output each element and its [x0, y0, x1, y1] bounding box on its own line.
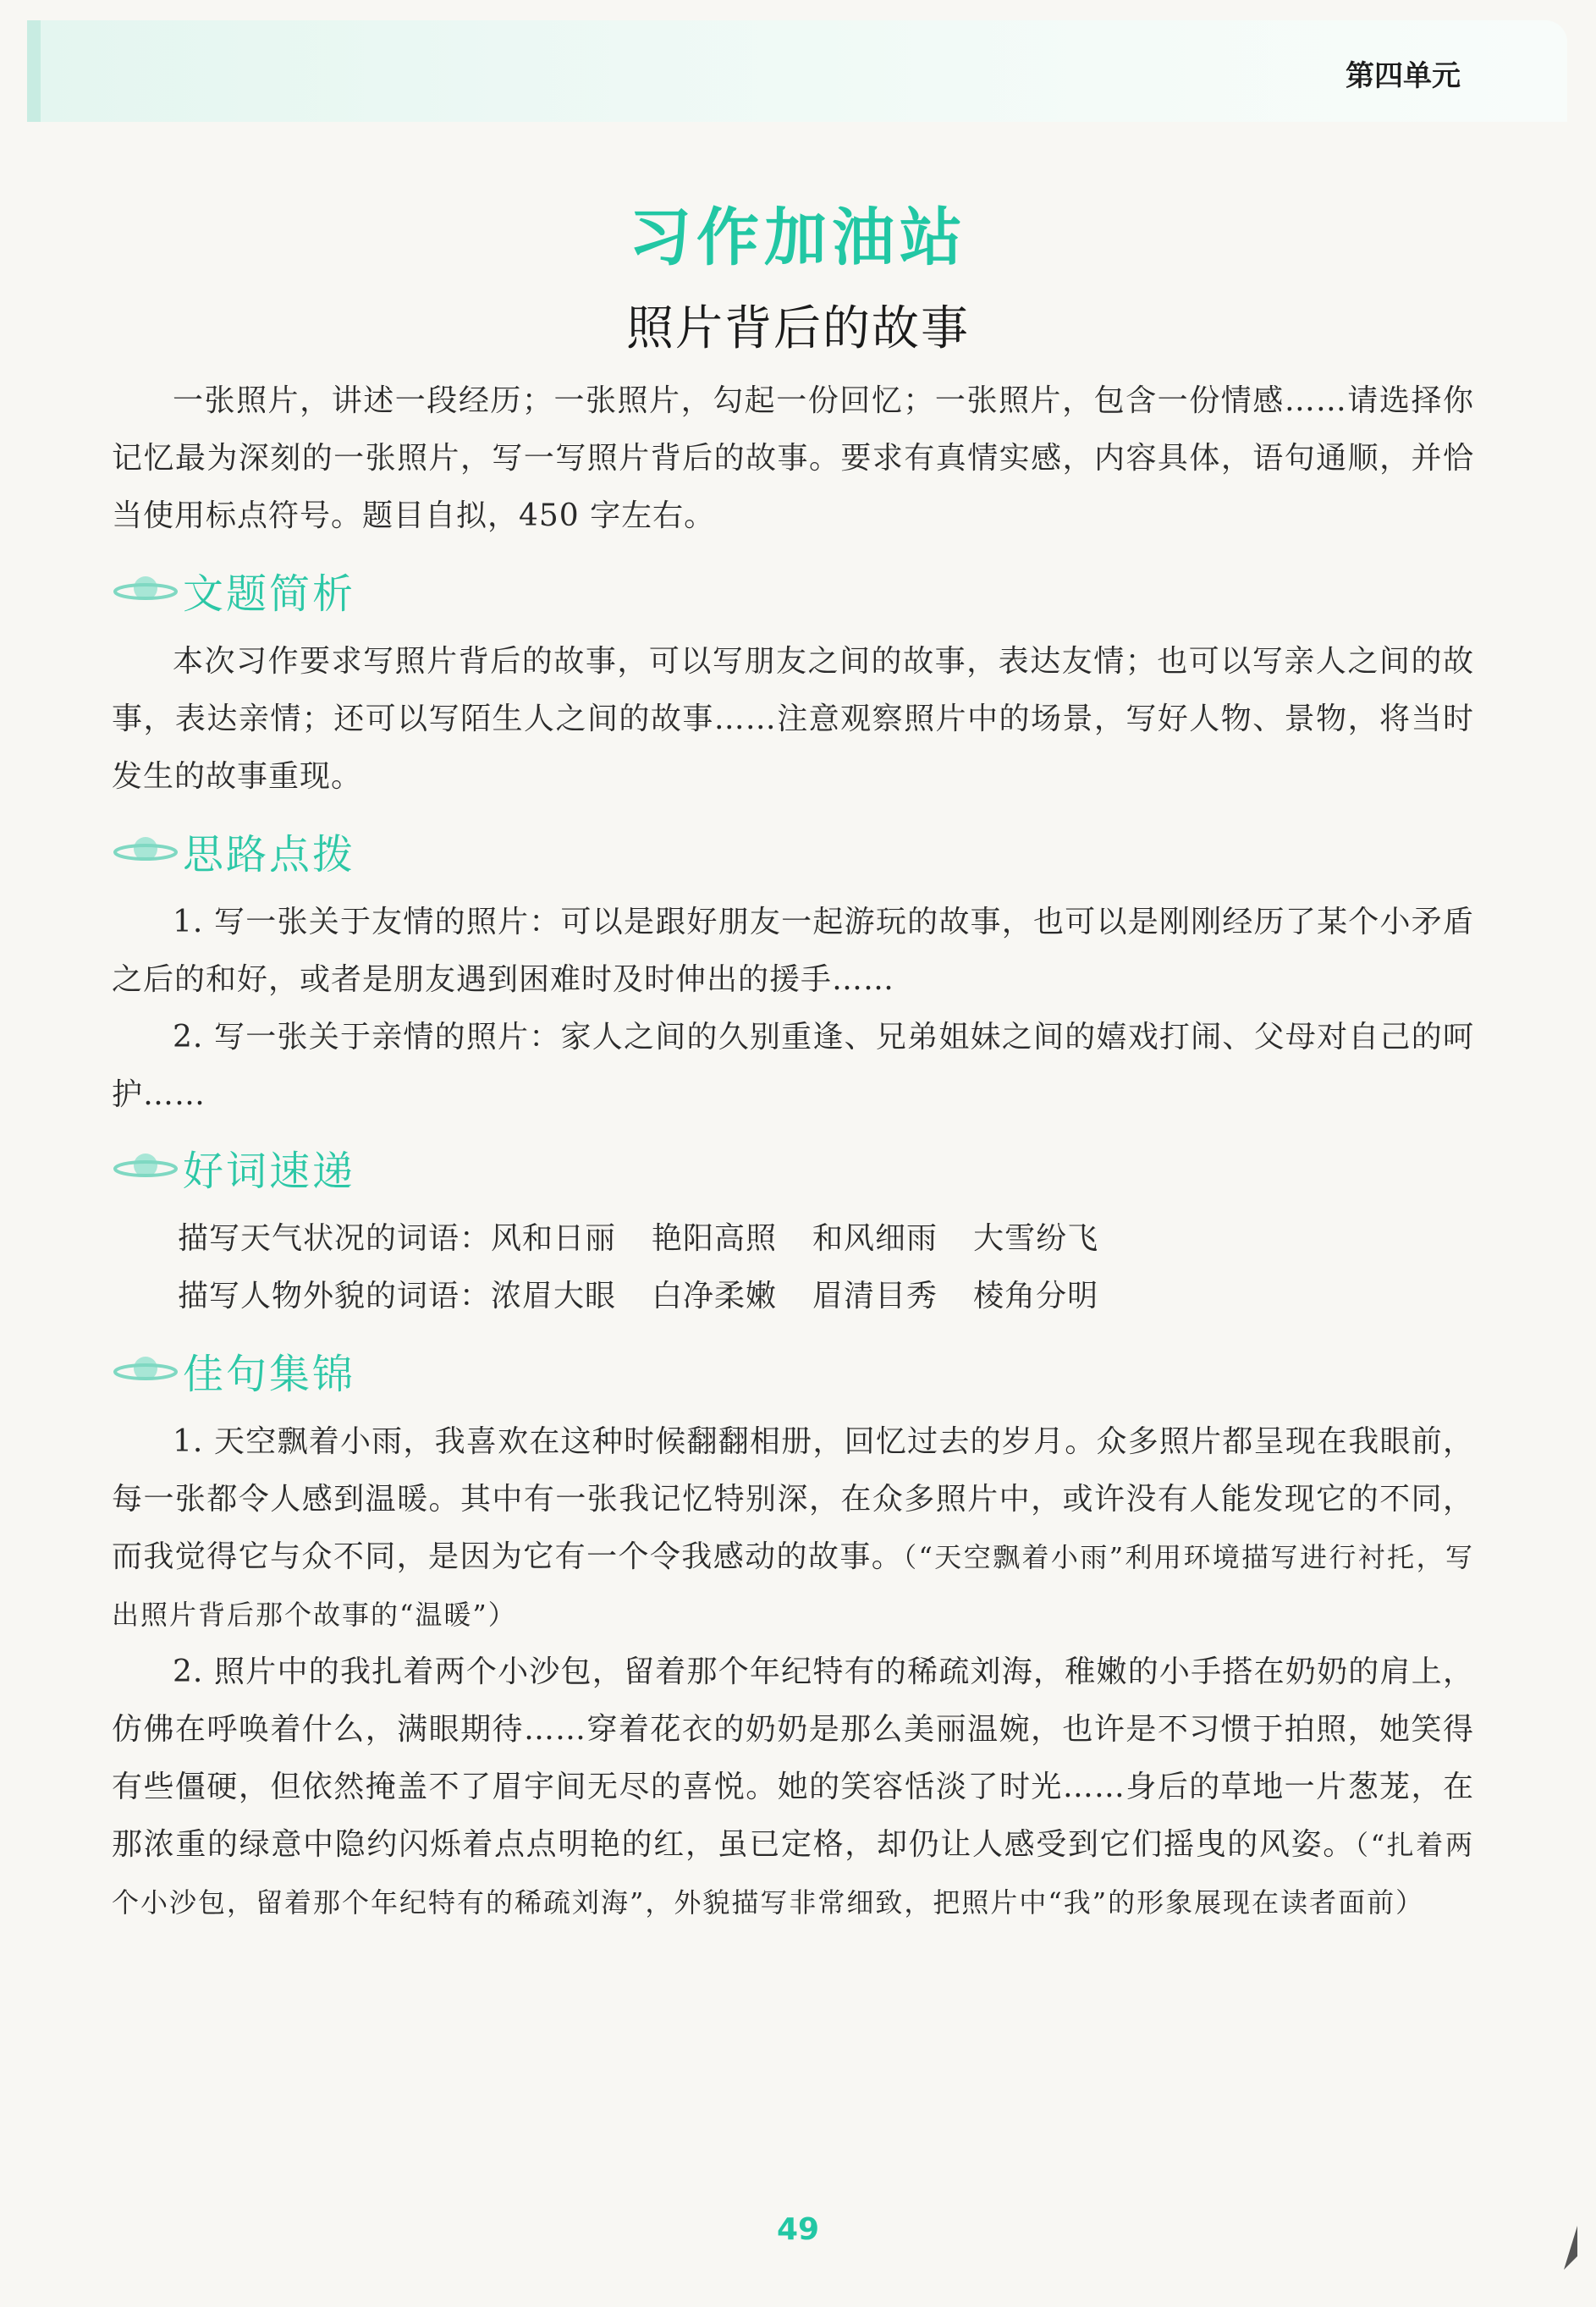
sentence-note: （“扎着两个小沙包，留着那个年纪特有的稀疏刘海”，外貌描写非常细致，把照片中“我”的形象展现在读者面前） [112, 1829, 1474, 1919]
vocab-word: 和风细雨 [812, 1221, 938, 1256]
planet-icon [112, 1346, 179, 1394]
vocab-word: 浓眉大眼 [491, 1279, 617, 1313]
idea-item: 1. 写一张关于友情的照片：可以是跟好朋友一起游玩的故事，也可以是刚刚经历了某个小矛盾之后的和好，或者是朋友遇到困难时及时伸出的援手…… [112, 905, 1474, 997]
sentence-note: （“天空飘着小雨”利用环境描写进行衬托，写出照片背后那个故事的“温暖”） [112, 1541, 1474, 1631]
section-heading-analysis [112, 560, 355, 619]
vocab-label: 描写天气状况的词语： [178, 1221, 492, 1256]
page-subtitle: 照片背后的故事 [626, 301, 970, 356]
vocab-word: 艳阳高照 [652, 1221, 778, 1256]
vocab-word: 白净柔嫩 [652, 1279, 778, 1313]
vocab-word: 风和日丽 [491, 1221, 617, 1256]
intro-block [112, 372, 1474, 545]
vocab-word: 棱角分明 [973, 1279, 1099, 1313]
vocab-word: 大雪纷飞 [973, 1221, 1099, 1256]
section-heading-sentences [112, 1341, 355, 1400]
unit-label: 第四单元 [1346, 59, 1461, 93]
planet-icon [112, 1143, 179, 1191]
section-heading-label: 佳句集锦 [183, 1350, 356, 1398]
section-heading-ideas [112, 821, 355, 880]
header-band [27, 20, 1567, 122]
sentence-text: 1. 天空飘着小雨，我喜欢在这种时候翻翻相册，回忆过去的岁月。众多照片都呈现在我眼前，每一张都令人感到温暖。其中有一张我记忆特别深，在众多照片中，或许没有人能发现它的不同，而我觉得它与众不同，是因为它有一个令我感动的故事。 [112, 1424, 1474, 1574]
analysis-block [112, 633, 1474, 806]
vocab-line-weather [178, 1210, 1474, 1268]
planet-icon [112, 827, 179, 874]
vocab-line-appearance [178, 1268, 1474, 1325]
planet-icon [112, 566, 179, 614]
section-heading-words [112, 1137, 355, 1197]
intro-paragraph: 一张照片，讲述一段经历；一张照片，勾起一份回忆；一张照片，包含一份情感……请选择你记忆最为深刻的一张照片，写一写照片背后的故事。要求有真情实感，内容具体，语句通顺，并恰当使用标点符号。题目自拟，450 字左右。 [112, 383, 1474, 533]
section-heading-label: 文题简析 [183, 570, 356, 618]
vocab-word: 眉清目秀 [812, 1279, 938, 1313]
sentences-block [112, 1413, 1474, 1931]
section-heading-label: 思路点拨 [183, 830, 356, 878]
analysis-paragraph: 本次习作要求写照片背后的故事，可以写朋友之间的故事，表达友情；也可以写亲人之间的故事，表达亲情；还可以写陌生人之间的故事……注意观察照片中的场景，写好人物、景物，将当时发生的故事重现。 [112, 644, 1474, 794]
vocab-label: 描写人物外貌的词语： [178, 1279, 492, 1313]
sentence-text: 2. 照片中的我扎着两个小沙包，留着那个年纪特有的稀疏刘海，稚嫩的小手搭在奶奶的肩上，仿佛在呼唤着什么，满眼期待……穿着花衣的奶奶是那么美丽温婉，也许是不习惯于拍照，她笑得有些僵硬，但依然掩盖不了眉宇间无尽的喜悦。她的笑容恬淡了时光……身后的草地一片葱茏，在那浓重的绿意中隐约闪烁着点点明艳的红，虽已定格，却仍让人感受到它们摇曳的风姿。 [112, 1655, 1474, 1862]
idea-item: 2. 写一张关于亲情的照片：家人之间的久别重逢、兄弟姐妹之间的嬉戏打闹、父母对自己的呵护…… [112, 1020, 1474, 1112]
sentence-item [112, 1644, 1474, 1931]
words-block [112, 1210, 1474, 1325]
page-title: 习作加油站 [629, 201, 967, 274]
ideas-block [112, 894, 1474, 1124]
sentence-item [112, 1413, 1474, 1644]
section-heading-label: 好词速递 [183, 1147, 356, 1195]
page-number: 49 [776, 2212, 820, 2247]
page-corner-mark [1545, 2222, 1579, 2273]
